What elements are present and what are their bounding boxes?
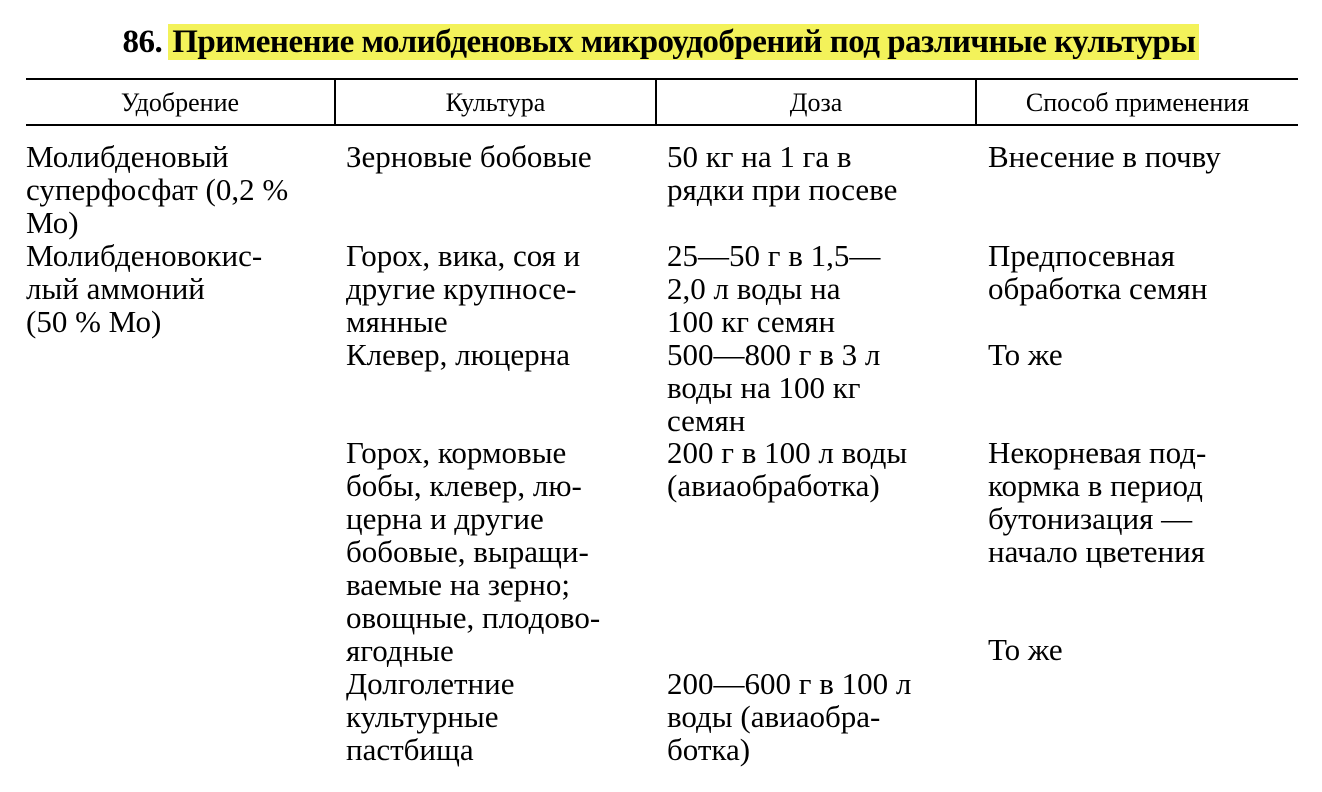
cell-fertilizer-2: Молибденовокис- лый аммоний (50 % Мо) — [26, 238, 263, 339]
cell-crop-1: Зерновые бобовые — [346, 139, 592, 174]
header-bottom-rule — [26, 124, 1298, 126]
cell-method-1: Внесение в почву — [988, 139, 1221, 174]
column-header-dose: Доза — [789, 88, 843, 117]
cell-dose-1: 50 кг на 1 га в рядки при посеве — [667, 139, 898, 207]
cell-method-3: То же — [988, 337, 1063, 372]
cell-crop-4: Горох, кормовые бобы, клевер, лю- церна и другие бобовые, выращи- ваемые на зерно; овощные, плодово- ягодные — [346, 435, 601, 668]
table-title — [0, 20, 1322, 64]
table-top-rule — [26, 78, 1298, 80]
cell-method-2: Предпосевная обработка семян — [988, 238, 1208, 306]
cell-dose-3: 500—800 г в 3 л воды на 100 кг семян — [667, 337, 881, 438]
column-header-method: Способ применения — [1025, 88, 1250, 117]
column-header-fertilizer: Удобрение — [120, 88, 240, 117]
cell-dose-2: 25—50 г в 1,5— 2,0 л воды на 100 кг семян — [667, 238, 881, 339]
table-title-text: Применение молибденовых микроудобрений под различные культуры — [168, 24, 1199, 60]
cell-fertilizer-1: Молибденовый суперфосфат (0,2 % Мо) — [26, 139, 289, 240]
cell-method-4: Некорневая под- кормка в период бутонизация — начало цветения — [988, 435, 1207, 569]
cell-crop-3: Клевер, люцерна — [346, 337, 570, 372]
cell-dose-4: 200 г в 100 л воды (авиаобработка) — [667, 435, 908, 503]
cell-crop-2: Горох, вика, соя и другие крупносе- мянные — [346, 238, 581, 339]
table-number: 86. — [122, 24, 163, 60]
cell-crop-5: Долголетние культурные пастбища — [346, 666, 515, 767]
cell-method-5: То же — [988, 632, 1063, 667]
column-header-crop: Культура — [445, 88, 546, 117]
cell-dose-5: 200—600 г в 100 л воды (авиаобра- ботка) — [667, 666, 912, 767]
